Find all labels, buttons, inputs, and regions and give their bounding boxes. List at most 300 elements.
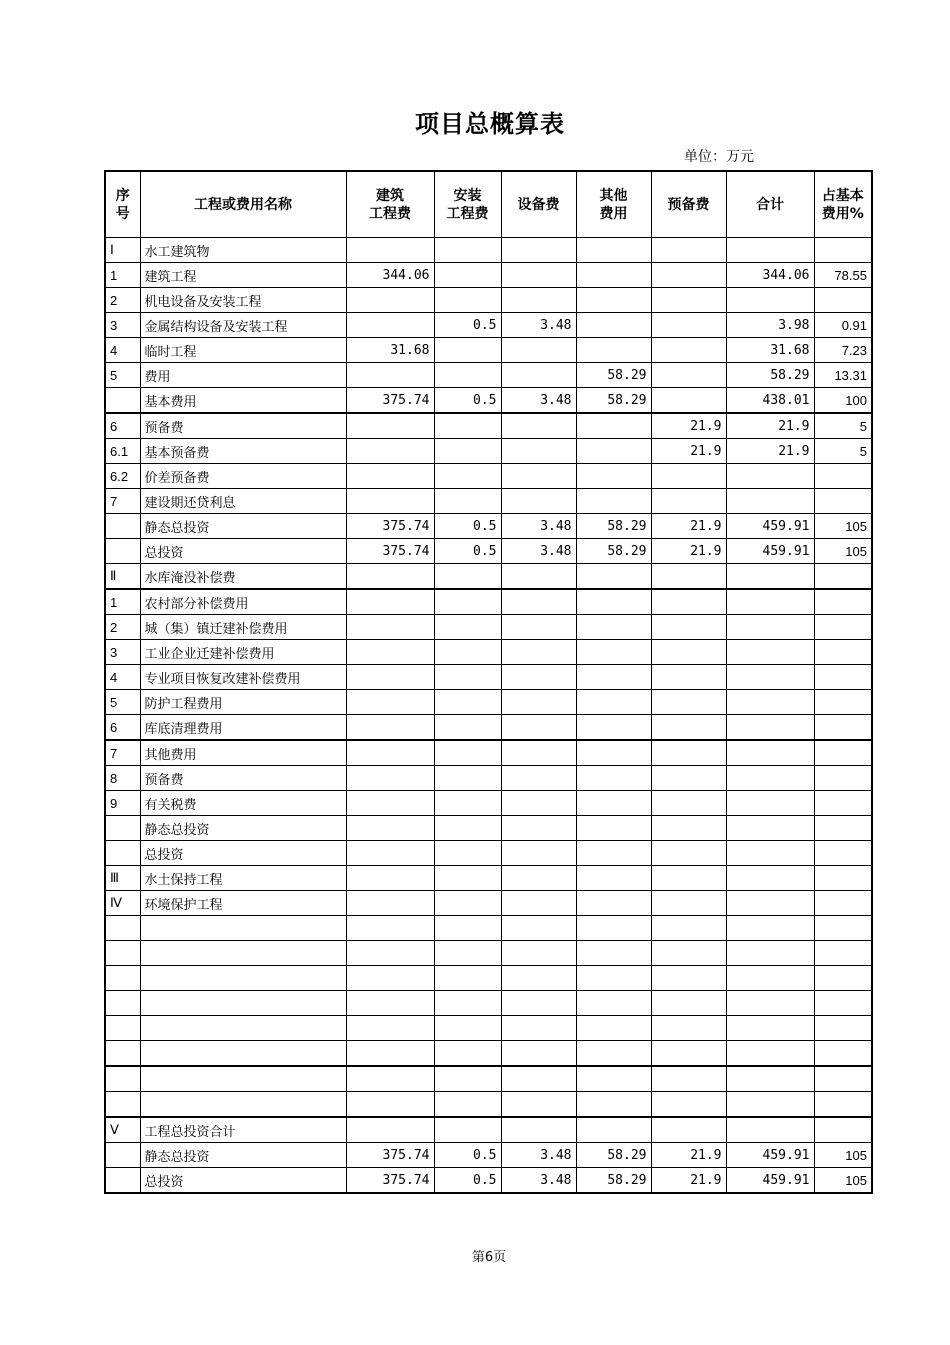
value-cell: 344.06	[346, 263, 434, 288]
value-cell	[501, 690, 576, 715]
value-cell	[814, 489, 872, 514]
value-cell: 5	[814, 439, 872, 464]
value-cell	[434, 740, 501, 766]
value-cell: 344.06	[726, 263, 814, 288]
table-row	[105, 841, 872, 866]
value-cell	[576, 413, 651, 439]
value-cell	[726, 640, 814, 665]
value-cell: 0.5	[434, 313, 501, 338]
row-number-cell: 6.2	[105, 464, 140, 489]
value-cell	[434, 841, 501, 866]
row-number-cell: 7	[105, 489, 140, 514]
value-cell	[501, 1016, 576, 1041]
value-cell	[651, 564, 726, 590]
value-cell: 5	[814, 413, 872, 439]
row-number-cell: 2	[105, 615, 140, 640]
item-name-cell	[140, 916, 346, 941]
row-number-cell: 6.1	[105, 439, 140, 464]
value-cell	[501, 1092, 576, 1118]
row-number-cell	[105, 1143, 140, 1168]
value-cell	[346, 966, 434, 991]
row-number-cell: 4	[105, 338, 140, 363]
value-cell	[501, 489, 576, 514]
value-cell	[576, 941, 651, 966]
value-cell	[726, 615, 814, 640]
value-cell	[726, 966, 814, 991]
value-cell	[651, 489, 726, 514]
value-cell	[651, 238, 726, 263]
value-cell	[651, 1117, 726, 1143]
value-cell: 31.68	[346, 338, 434, 363]
value-cell	[651, 288, 726, 313]
item-name-cell: 预备费	[140, 413, 346, 439]
value-cell: 375.74	[346, 514, 434, 539]
item-name-cell: 专业项目恢复改建补偿费用	[140, 665, 346, 690]
value-cell	[651, 589, 726, 615]
value-cell	[434, 1117, 501, 1143]
value-cell	[346, 288, 434, 313]
value-cell	[346, 841, 434, 866]
value-cell	[434, 665, 501, 690]
value-cell	[726, 1066, 814, 1092]
row-number-cell: 7	[105, 740, 140, 766]
value-cell	[434, 690, 501, 715]
budget-table	[104, 170, 873, 1194]
value-cell	[651, 363, 726, 388]
value-cell	[651, 715, 726, 741]
value-cell: 375.74	[346, 539, 434, 564]
value-cell	[651, 966, 726, 991]
value-cell	[576, 640, 651, 665]
value-cell	[346, 766, 434, 791]
value-cell	[434, 966, 501, 991]
value-cell: 459.91	[726, 1168, 814, 1194]
value-cell	[346, 439, 434, 464]
item-name-cell: 静态总投资	[140, 514, 346, 539]
value-cell: 0.5	[434, 539, 501, 564]
item-name-cell: 总投资	[140, 841, 346, 866]
value-cell	[576, 816, 651, 841]
value-cell: 21.9	[651, 1143, 726, 1168]
item-name-cell	[140, 1016, 346, 1041]
item-name-cell: 防护工程费用	[140, 690, 346, 715]
item-name-cell: 其他费用	[140, 740, 346, 766]
value-cell	[576, 841, 651, 866]
value-cell	[501, 941, 576, 966]
value-cell	[814, 891, 872, 916]
value-cell: 21.9	[651, 439, 726, 464]
value-cell	[651, 263, 726, 288]
value-cell: 58.29	[576, 388, 651, 414]
value-cell: 3.98	[726, 313, 814, 338]
table-row	[105, 715, 872, 741]
value-cell	[501, 615, 576, 640]
table-row	[105, 1041, 872, 1067]
value-cell	[346, 615, 434, 640]
table-row	[105, 539, 872, 564]
row-number-cell	[105, 941, 140, 966]
value-cell	[651, 1066, 726, 1092]
value-cell	[501, 891, 576, 916]
value-cell	[651, 816, 726, 841]
value-cell: 105	[814, 539, 872, 564]
value-cell	[651, 640, 726, 665]
value-cell	[576, 966, 651, 991]
value-cell	[814, 640, 872, 665]
row-number-cell: 1	[105, 263, 140, 288]
value-cell	[726, 941, 814, 966]
item-name-cell: 城（集）镇迁建补偿费用	[140, 615, 346, 640]
row-number-cell	[105, 514, 140, 539]
value-cell: 7.23	[814, 338, 872, 363]
value-cell	[814, 740, 872, 766]
value-cell	[651, 1016, 726, 1041]
value-cell: 375.74	[346, 388, 434, 414]
item-name-cell: 总投资	[140, 1168, 346, 1194]
value-cell	[576, 916, 651, 941]
value-cell	[434, 615, 501, 640]
value-cell	[501, 564, 576, 590]
value-cell	[576, 263, 651, 288]
value-cell	[501, 916, 576, 941]
value-cell	[651, 841, 726, 866]
value-cell	[434, 816, 501, 841]
value-cell	[576, 866, 651, 891]
header-cell: 序 号	[105, 171, 140, 238]
value-cell	[814, 715, 872, 741]
value-cell	[501, 238, 576, 263]
value-cell	[576, 1016, 651, 1041]
row-number-cell: Ⅴ	[105, 1117, 140, 1143]
value-cell	[651, 464, 726, 489]
value-cell	[651, 665, 726, 690]
value-cell: 78.55	[814, 263, 872, 288]
item-name-cell: 价差预备费	[140, 464, 346, 489]
value-cell	[346, 589, 434, 615]
value-cell	[726, 866, 814, 891]
value-cell: 0.5	[434, 514, 501, 539]
value-cell	[434, 1041, 501, 1067]
value-cell	[576, 338, 651, 363]
value-cell: 58.29	[576, 363, 651, 388]
value-cell	[814, 1016, 872, 1041]
value-cell	[346, 640, 434, 665]
value-cell	[501, 816, 576, 841]
item-name-cell: 有关税费	[140, 791, 346, 816]
value-cell	[346, 1041, 434, 1067]
value-cell	[651, 766, 726, 791]
value-cell	[726, 564, 814, 590]
row-number-cell: Ⅳ	[105, 891, 140, 916]
table-row	[105, 439, 872, 464]
value-cell	[576, 891, 651, 916]
row-number-cell: 1	[105, 589, 140, 615]
value-cell	[434, 640, 501, 665]
value-cell	[651, 941, 726, 966]
value-cell	[814, 1041, 872, 1067]
value-cell	[346, 941, 434, 966]
value-cell	[814, 816, 872, 841]
value-cell: 459.91	[726, 514, 814, 539]
value-cell	[576, 313, 651, 338]
value-cell	[434, 1066, 501, 1092]
row-number-cell	[105, 991, 140, 1016]
value-cell: 0.5	[434, 1168, 501, 1194]
value-cell: 0.91	[814, 313, 872, 338]
value-cell	[346, 991, 434, 1016]
value-cell	[346, 413, 434, 439]
value-cell	[501, 413, 576, 439]
value-cell	[501, 1117, 576, 1143]
value-cell: 3.48	[501, 313, 576, 338]
value-cell	[651, 615, 726, 640]
value-cell	[814, 866, 872, 891]
value-cell	[814, 941, 872, 966]
value-cell	[814, 791, 872, 816]
row-number-cell	[105, 1041, 140, 1067]
table-row	[105, 589, 872, 615]
value-cell	[346, 715, 434, 741]
value-cell	[346, 363, 434, 388]
value-cell	[501, 665, 576, 690]
value-cell	[576, 615, 651, 640]
value-cell: 375.74	[346, 1143, 434, 1168]
table-row	[105, 615, 872, 640]
value-cell	[576, 1066, 651, 1092]
value-cell	[726, 690, 814, 715]
row-number-cell: 2	[105, 288, 140, 313]
row-number-cell: 6	[105, 413, 140, 439]
item-name-cell	[140, 1041, 346, 1067]
item-name-cell: 总投资	[140, 539, 346, 564]
item-name-cell: 环境保护工程	[140, 891, 346, 916]
table-row	[105, 1092, 872, 1118]
row-number-cell	[105, 916, 140, 941]
value-cell	[576, 791, 651, 816]
value-cell	[814, 991, 872, 1016]
value-cell	[346, 1092, 434, 1118]
value-cell	[576, 665, 651, 690]
value-cell	[651, 338, 726, 363]
table-row	[105, 238, 872, 263]
value-cell	[814, 589, 872, 615]
value-cell: 3.48	[501, 1143, 576, 1168]
value-cell: 0.5	[434, 388, 501, 414]
table-row	[105, 665, 872, 690]
row-number-cell: 5	[105, 690, 140, 715]
row-number-cell	[105, 1092, 140, 1118]
value-cell	[726, 791, 814, 816]
value-cell	[434, 564, 501, 590]
value-cell	[434, 363, 501, 388]
item-name-cell: 预备费	[140, 766, 346, 791]
value-cell	[651, 1041, 726, 1067]
value-cell	[434, 1016, 501, 1041]
value-cell	[501, 1041, 576, 1067]
header-cell: 预备费	[651, 171, 726, 238]
item-name-cell: 水库淹没补偿费	[140, 564, 346, 590]
value-cell	[434, 766, 501, 791]
value-cell: 21.9	[651, 539, 726, 564]
value-cell	[346, 866, 434, 891]
item-name-cell: 建筑工程	[140, 263, 346, 288]
value-cell	[434, 916, 501, 941]
value-cell	[576, 288, 651, 313]
value-cell	[346, 665, 434, 690]
header-cell: 合计	[726, 171, 814, 238]
value-cell	[576, 690, 651, 715]
value-cell: 105	[814, 1168, 872, 1194]
row-number-cell: 4	[105, 665, 140, 690]
value-cell	[501, 791, 576, 816]
value-cell	[576, 238, 651, 263]
table-row	[105, 564, 872, 590]
value-cell: 375.74	[346, 1168, 434, 1194]
item-name-cell: 金属结构设备及安装工程	[140, 313, 346, 338]
value-cell	[501, 338, 576, 363]
value-cell	[434, 589, 501, 615]
row-number-cell	[105, 388, 140, 414]
table-row	[105, 263, 872, 288]
value-cell	[576, 589, 651, 615]
value-cell	[346, 1016, 434, 1041]
value-cell	[434, 941, 501, 966]
value-cell	[346, 238, 434, 263]
value-cell: 13.31	[814, 363, 872, 388]
value-cell	[726, 1117, 814, 1143]
row-number-cell: 6	[105, 715, 140, 741]
row-number-cell	[105, 1168, 140, 1194]
value-cell	[814, 916, 872, 941]
value-cell	[726, 891, 814, 916]
value-cell	[814, 841, 872, 866]
value-cell	[434, 866, 501, 891]
row-number-cell	[105, 841, 140, 866]
value-cell	[814, 615, 872, 640]
value-cell: 21.9	[726, 439, 814, 464]
value-cell	[726, 991, 814, 1016]
header-cell: 建筑 工程费	[346, 171, 434, 238]
value-cell	[726, 916, 814, 941]
value-cell	[434, 413, 501, 439]
value-cell	[814, 1117, 872, 1143]
value-cell	[346, 1066, 434, 1092]
value-cell	[434, 439, 501, 464]
value-cell	[346, 690, 434, 715]
value-cell	[434, 1092, 501, 1118]
value-cell	[651, 388, 726, 414]
header-cell: 其他 费用	[576, 171, 651, 238]
row-number-cell: 3	[105, 640, 140, 665]
value-cell	[576, 1117, 651, 1143]
value-cell	[346, 564, 434, 590]
value-cell	[501, 363, 576, 388]
value-cell	[726, 238, 814, 263]
item-name-cell	[140, 1092, 346, 1118]
value-cell	[651, 891, 726, 916]
value-cell	[346, 816, 434, 841]
table-row	[105, 1066, 872, 1092]
item-name-cell: 建设期还贷利息	[140, 489, 346, 514]
table-row	[105, 740, 872, 766]
value-cell	[434, 891, 501, 916]
value-cell	[501, 866, 576, 891]
item-name-cell: 静态总投资	[140, 816, 346, 841]
item-name-cell	[140, 941, 346, 966]
value-cell	[434, 489, 501, 514]
row-number-cell: Ⅱ	[105, 564, 140, 590]
value-cell: 0.5	[434, 1143, 501, 1168]
value-cell	[346, 740, 434, 766]
table-row	[105, 388, 872, 414]
value-cell: 3.48	[501, 388, 576, 414]
value-cell	[814, 1092, 872, 1118]
page-title: 项目总概算表	[415, 110, 565, 138]
value-cell: 21.9	[651, 413, 726, 439]
row-number-cell: Ⅰ	[105, 238, 140, 263]
value-cell	[726, 489, 814, 514]
item-name-cell	[140, 966, 346, 991]
header-cell: 设备费	[501, 171, 576, 238]
value-cell	[346, 916, 434, 941]
value-cell	[814, 564, 872, 590]
item-name-cell: 工程总投资合计	[140, 1117, 346, 1143]
value-cell	[576, 991, 651, 1016]
value-cell	[726, 816, 814, 841]
table-row	[105, 791, 872, 816]
table-row	[105, 464, 872, 489]
value-cell: 31.68	[726, 338, 814, 363]
table-row	[105, 640, 872, 665]
value-cell	[576, 489, 651, 514]
value-cell	[726, 1041, 814, 1067]
row-number-cell: 3	[105, 313, 140, 338]
value-cell	[726, 1092, 814, 1118]
item-name-cell: 库底清理费用	[140, 715, 346, 741]
value-cell: 438.01	[726, 388, 814, 414]
value-cell: 58.29	[576, 514, 651, 539]
value-cell	[501, 1066, 576, 1092]
value-cell	[434, 338, 501, 363]
table-row	[105, 690, 872, 715]
header-cell: 占基本 费用%	[814, 171, 872, 238]
value-cell	[576, 439, 651, 464]
table-row	[105, 866, 872, 891]
table-row	[105, 489, 872, 514]
value-cell: 3.48	[501, 514, 576, 539]
header-row	[105, 171, 872, 238]
table-row	[105, 363, 872, 388]
row-number-cell: 8	[105, 766, 140, 791]
value-cell	[814, 288, 872, 313]
table-row	[105, 1168, 872, 1194]
value-cell	[576, 564, 651, 590]
row-number-cell: 5	[105, 363, 140, 388]
value-cell	[651, 690, 726, 715]
value-cell	[576, 766, 651, 791]
value-cell	[814, 665, 872, 690]
item-name-cell: 水工建筑物	[140, 238, 346, 263]
value-cell	[814, 1066, 872, 1092]
value-cell	[434, 791, 501, 816]
item-name-cell: 基本费用	[140, 388, 346, 414]
value-cell	[501, 288, 576, 313]
value-cell	[434, 715, 501, 741]
value-cell	[726, 740, 814, 766]
value-cell	[501, 966, 576, 991]
value-cell	[651, 740, 726, 766]
value-cell	[651, 313, 726, 338]
